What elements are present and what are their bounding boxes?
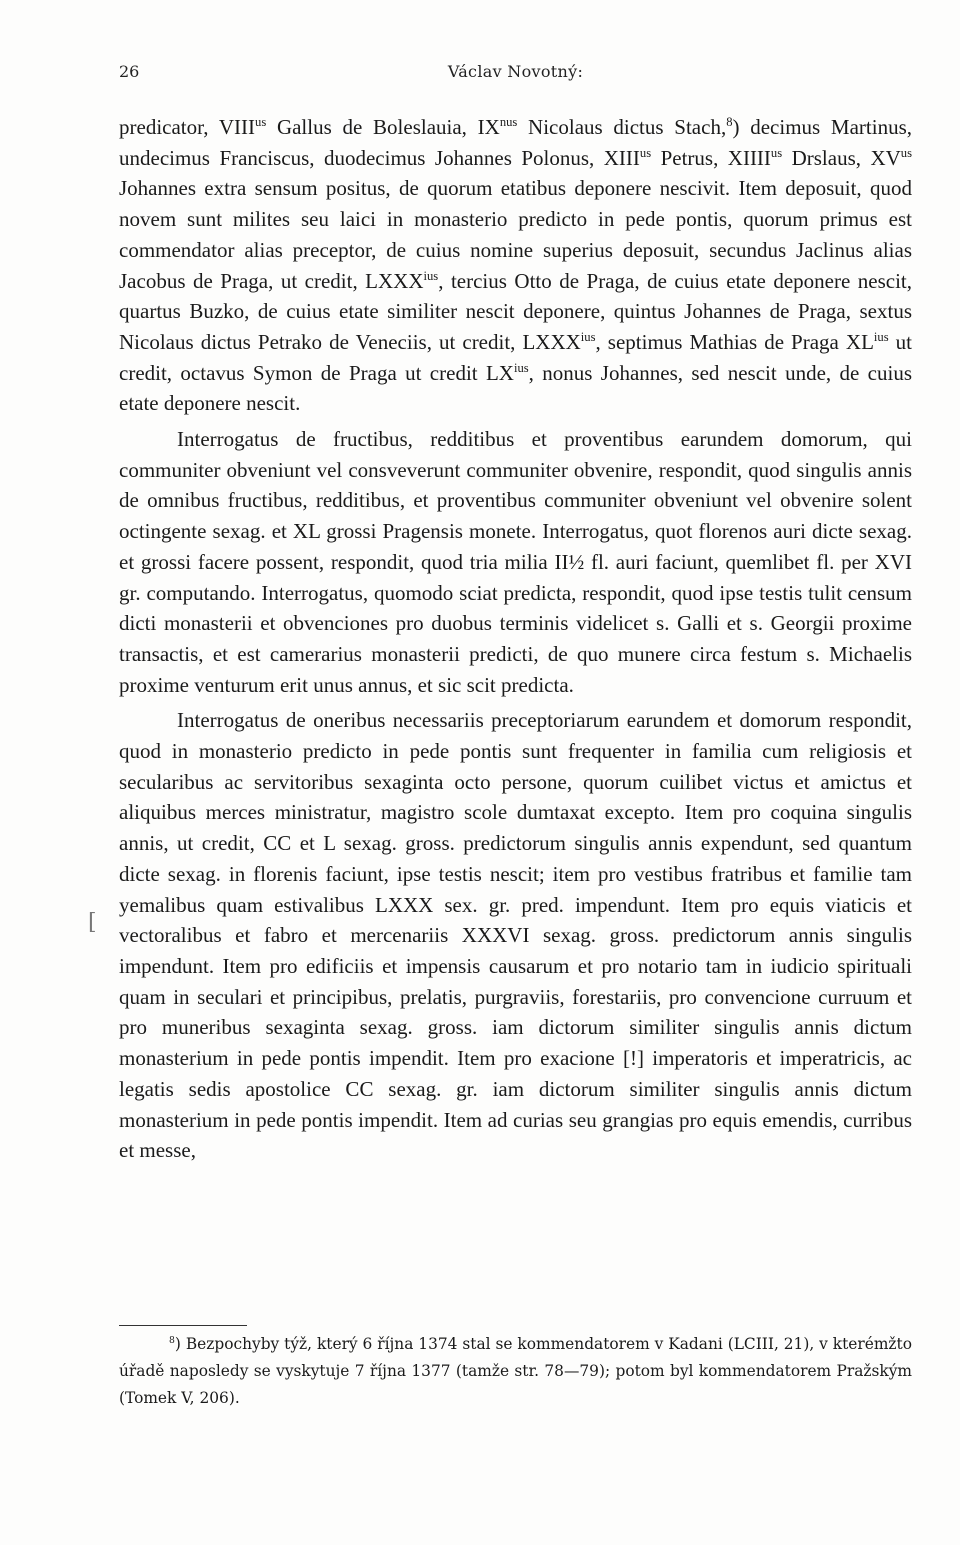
paragraph-3: Interrogatus de oneribus necessariis preceptoriarum earundem et domorum respondit, quod in monasterio predicto in pede pontis sunt frequenter in familia cum religiosis et secularibus ac servitoribus sexaginta octo persone, quorum cuilibet victus et amictus et aliquibus merces ministratur, magistro scole dumtaxat excepto. Item pro coquina singulis annis, ut credit, CC et L sexag. gross. predictorum singulis annis expendunt, sed quantum dicte sexag. in florenis faciunt, ipse testis nescit; item pro vestibus fratribus et familie tam yemalibus quam estivalibus LXXX sex. gr. pred. impendunt. Item pro equis viaticis et vectoralibus et fabro et mercenariis XXXVI sexag. gross. predictorum annis singulis impendunt. Item pro edificiis et impensis causarum et pro notario tam in iudicio spirituali quam in seculari et principibus, prelatis, purgraviis, forestariis, pro convencione curruum et pro muneribus sexaginta sexag. gross. iam dictorum similiter singulis annis dictum monasterium in pede pontis impendit. Item pro exacione [!] imperatoris et imperatricis, ac legatis sedis apostolice CC sexag. gr. iam dictorum similiter singulis annis dictum monasterium in pede pontis impendit. Item ad curias seu grangias pro equis emendis, curribus et messe, xyxy=(119,708,912,1163)
body-text xyxy=(119,112,912,1166)
superscript: ius xyxy=(513,360,529,375)
superscript: ius xyxy=(580,329,596,344)
running-head: Václav Novotný: xyxy=(447,62,584,81)
footnote-rule xyxy=(119,1325,247,1326)
margin-bracket-mark: [ xyxy=(88,910,97,935)
footnote-8: $^8$) Bezpochyby týž, který 6 října 1374 stal se kommendatorem v Kadani (LCIII, 21), v kterémžto úřadě naposledy se vyskytuje 7 října 1377 (tamže str. 78—79); potom byl kommendatorem Pražským (Tomek V, 206). xyxy=(119,1335,912,1407)
superscript: ius xyxy=(423,268,439,283)
superscript: us xyxy=(900,145,912,160)
paragraph-2: Interrogatus de fructibus, redditibus et proventibus earundem domorum, qui communiter obveniunt vel consveverunt communiter obvenire, respondit, quod singulis annis de omnibus fructibus, redditibus, et proventibus communiter obveniunt vel obvenire solent octingente sexag. et XL grossi Pragensis monete. Interrogatus, quot florenos auri dicte sexag. et grossi facere possent, respondit, quod tria milia II½ fl. auri faciunt, quemlibet fl. per XVI gr. computando. Interrogatus, quomodo sciat predicta, respondit, quod ipse testis tulit censum dicti monasterii et obvenciones pro duobus terminis videlicet s. Galli et s. Georgii proxime transactis, et est camerarius monasterii predicti, de quo munere circa festum s. Michaelis proxime venturum erit unus annus, et sic scit predicta. xyxy=(119,427,912,697)
superscript: us xyxy=(255,114,267,129)
superscript: us xyxy=(639,145,652,160)
superscript: 8 xyxy=(726,114,733,129)
page-number: 26 xyxy=(119,62,140,81)
superscript: 8 xyxy=(169,1335,175,1346)
superscript: ius xyxy=(873,329,889,344)
superscript: nus xyxy=(499,114,518,129)
superscript: us xyxy=(770,145,783,160)
page-header xyxy=(119,62,912,90)
paragraph-1: predicator, $VIII^{us}$ Gallus de Boleslauia, $IX^{nus}$ Nicolaus dictus Stach,$^8$) decimus Martinus, undecimus Franciscus, duodecimus Johannes Polonus, $XIII^{us}$ Petrus, $XIIII^{us}$ Drslaus, $XV^{us}$ Johannes extra sensum positus, de quorum etatibus deponere nescivit. Item deposuit, quod novem sunt milites seu laici in monasterio predicto in pede pontis, quorum primus est commendator alias preceptor, de cuius nomine superius deposuit, secundus Jaclinus alias Jacobus de Praga, ut credit, $LXXX^{ius}$, tercius Otto de Praga, de cuius etate deponere nescit, quartus Buzko, de cuius etate similiter nescit deponere, quintus Johannes de Praga, sextus Nicolaus dictus Petrako de Veneciis, ut credit, $LXXX^{ius}$, septimus Mathias de Praga $XL^{ius}$ ut credit, octavus Symon de Praga ut credit $LX^{ius}$, nonus Johannes, sed nescit unde, de cuius etate deponere nescit. xyxy=(119,114,913,416)
